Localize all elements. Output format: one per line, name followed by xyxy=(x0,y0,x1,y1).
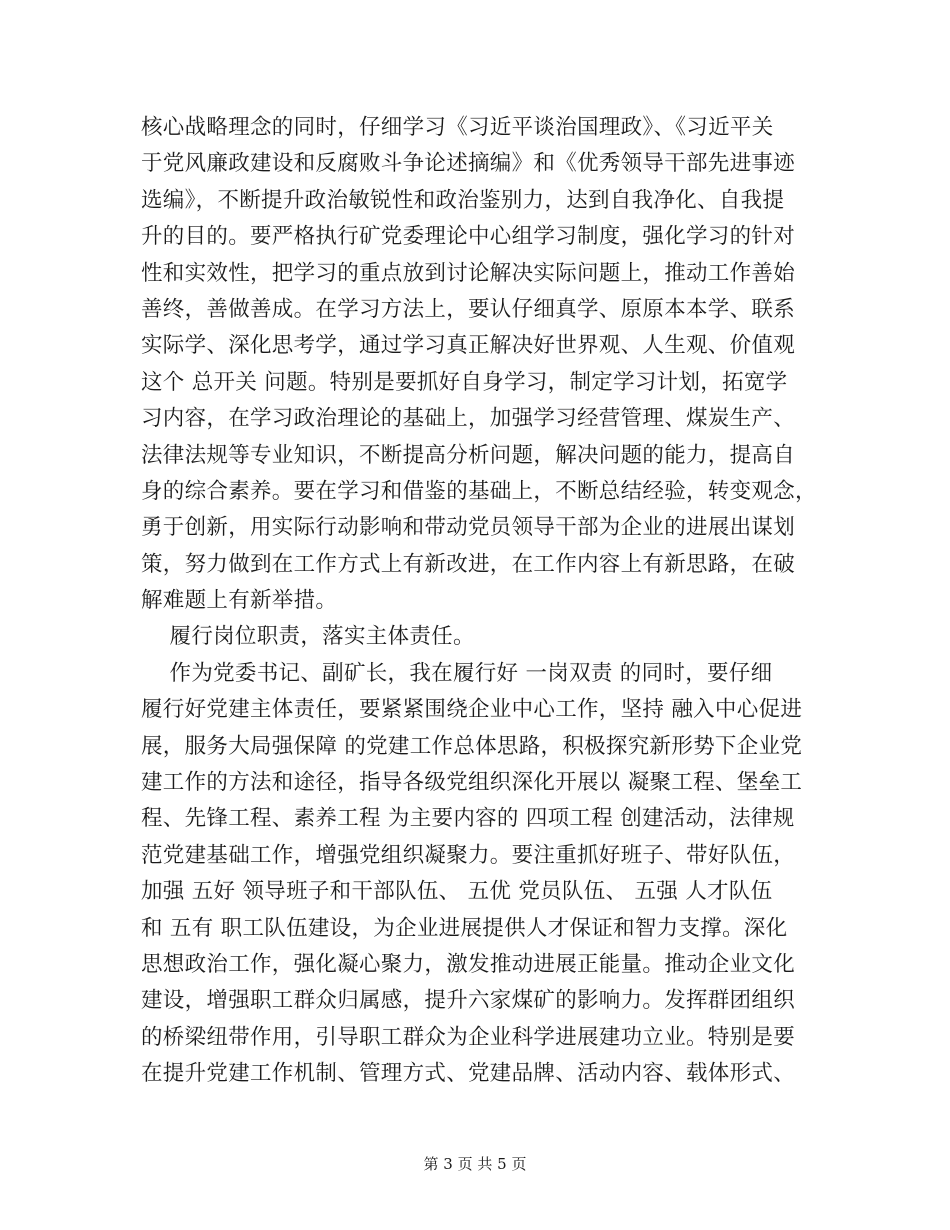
text-line: 实际学、深化思考学，通过学习真正解决好世界观、人生观、价值观 xyxy=(141,333,796,359)
text-line: 履行岗位职责，落实主体责任。 xyxy=(141,624,475,650)
text-line: 性和实效性，把学习的重点放到讨论解决实际问题上，推动工作善始 xyxy=(141,260,796,286)
text-line: 在提升党建工作机制、管理方式、党建品牌、活动内容、载体形式、 xyxy=(141,1061,796,1087)
body-text xyxy=(141,110,817,1093)
text-line: 解难题上有新举措。 xyxy=(141,588,338,614)
text-line: 范党建基础工作，增强党组织凝聚力。要注重抓好班子、带好队伍， xyxy=(141,842,796,868)
text-line: 善终，善做善成。在学习方法上，要认仔细真学、原原本本学、联系 xyxy=(141,296,796,322)
text-line: 程、先锋工程、素养工程 为主要内容的 四项工程 创建活动，法律规 xyxy=(141,806,795,832)
text-line: 于党风廉政建设和反腐败斗争论述摘编》和《优秀领导干部先进事迹 xyxy=(141,151,796,177)
text-line: 建工作的方法和途径，指导各级党组织深化开展以 凝聚工程、堡垒工 xyxy=(141,770,803,796)
text-line: 和 五有 职工队伍建设，为企业进展提供人才保证和智力支撑。深化 xyxy=(141,915,788,941)
text-line: 升的目的。要严格执行矿党委理论中心组学习制度，强化学习的针对 xyxy=(141,224,796,250)
text-line: 身的综合素养。要在学习和借鉴的基础上，不断总结经验，转变观念， xyxy=(141,478,817,504)
text-line: 的桥梁纽带作用，引导职工群众为企业科学进展建功立业。特别是要 xyxy=(141,1024,796,1050)
page-footer: 第 3 页 共 5 页 xyxy=(423,1155,527,1173)
text-line: 展，服务大局强保障 的党建工作总体思路，积极探究新形势下企业党 xyxy=(141,733,803,759)
text-line: 这个 总开关 问题。特别是要抓好自身学习，制定学习计划，拓宽学 xyxy=(141,369,788,395)
text-line: 思想政治工作，强化凝心聚力，激发推动进展正能量。推动企业文化 xyxy=(141,951,796,977)
text-line: 法律法规等专业知识，不断提高分析问题，解决问题的能力，提高自 xyxy=(141,442,796,468)
text-line: 习内容，在学习政治理论的基础上，加强学习经营管理、煤炭生产、 xyxy=(141,406,796,432)
text-line: 履行好党建主体责任，要紧紧围绕企业中心工作，坚持 融入中心促进 xyxy=(141,697,803,723)
text-line: 作为党委书记、副矿长，我在履行好 一岗双责 的同时，要仔细 xyxy=(141,660,773,686)
text-line: 策，努力做到在工作方式上有新改进，在工作内容上有新思路，在破 xyxy=(141,551,796,577)
text-line: 勇于创新，用实际行动影响和带动党员领导干部为企业的进展出谋划 xyxy=(141,515,796,541)
text-line: 加强 五好 领导班子和干部队伍、 五优 党员队伍、 五强 人才队伍 xyxy=(141,879,773,905)
text-line: 建设，增强职工群众归属感，提升六家煤矿的影响力。发挥群团组织 xyxy=(141,988,796,1014)
text-line: 选编》，不断提升政治敏锐性和政治鉴别力，达到自我净化、自我提 xyxy=(141,187,785,213)
text-line: 核心战略理念的同时，仔细学习《习近平谈治国理政》、《习近平关 xyxy=(141,115,774,140)
